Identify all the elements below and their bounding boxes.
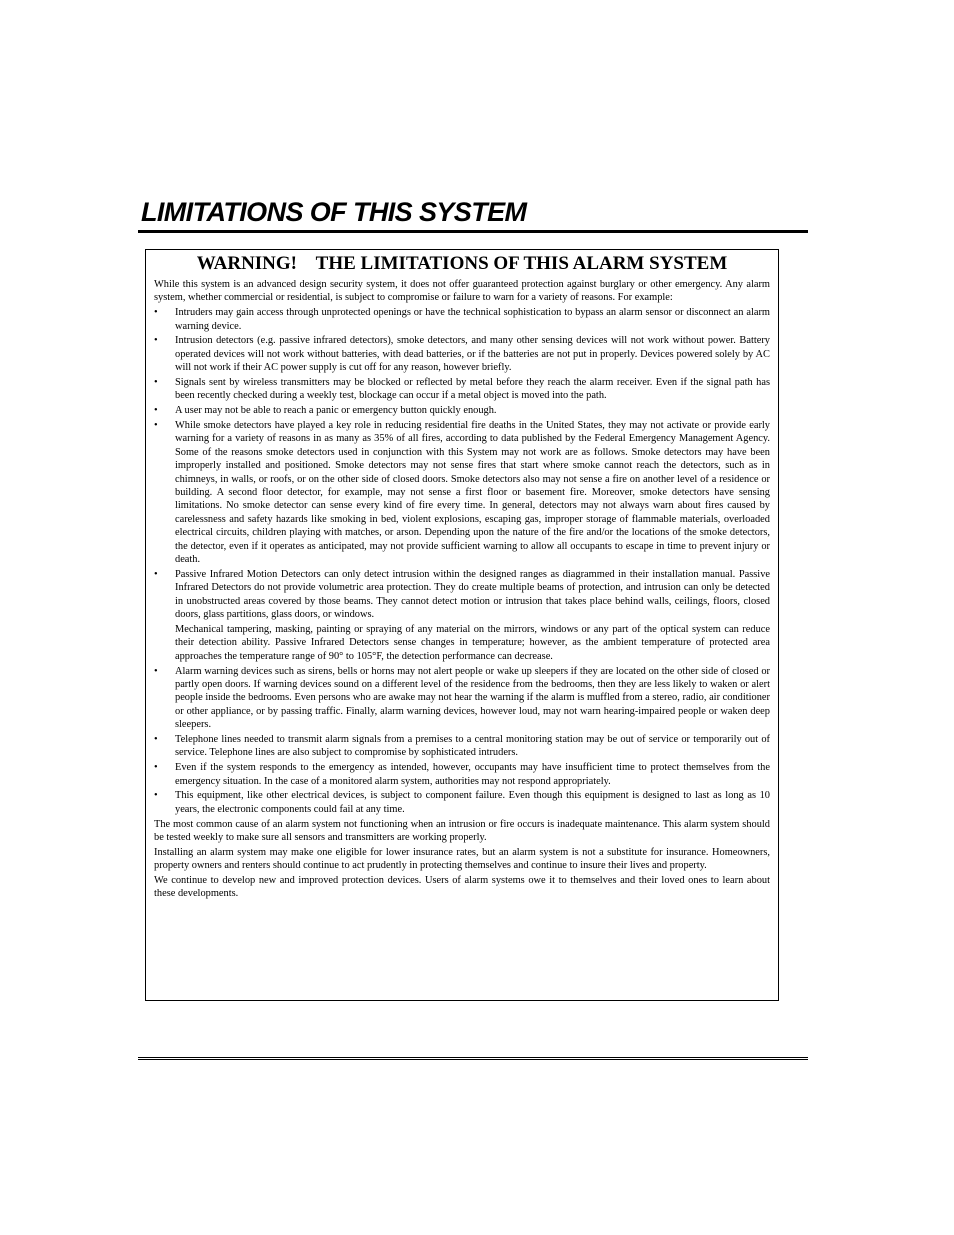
list-item-pir (154, 568, 770, 663)
developments-paragraph: We continue to develop new and improved protection devices. Users of alarm systems owe it to themselves and their loved ones to learn about these developments. (154, 874, 770, 900)
intro-paragraph: While this system is an advanced design security system, it does not offer guaranteed protection against burglary or other emergency. Any alarm system, whether commercial or residential, is subject to compromise or failure to warn for a variety of reasons. For example: (154, 279, 770, 304)
pir-mechanical-paragraph: Mechanical tampering, masking, painting or spraying of any material on the mirrors, windows or any part of the optical system can reduce their detection ability. Passive Infrared Detectors sense changes in temperature; however, as the ambient temperature of protected area approaches the temperature range of 90° to 105°F, the detection performance can decrease. (175, 623, 770, 662)
title-underline (138, 230, 808, 233)
list-item: • Even if the system responds to the emergency as intended, however, occupants may have insufficient time to protect themselves from the emergency situation. In the case of a monitored alarm system, authorities may not respond appropriately. (154, 761, 770, 788)
footer-rule (138, 1057, 808, 1060)
insurance-paragraph: Installing an alarm system may make one eligible for lower insurance rates, but an alarm system is not a substitute for insurance. Homeowners, property owners and renters should continue to act prudently in protecting themselves and continue to insure their lives and property. (154, 846, 770, 872)
pir-paragraph: Passive Infrared Motion Detectors can only detect intrusion within the designed ranges as diagrammed in their installation manual. Passive Infrared Detectors do not provide volumetric area protection. They do create multiple beams of protection, and intrusion can only be detected in unobstructed areas covered by those beams. They cannot detect motion or intrusion that takes place behind walls, ceilings, floors, closed doors, glass partitions, glass doors, or windows. (175, 568, 770, 621)
list-item: • Intruders may gain access through unprotected openings or have the technical sophistication to bypass an alarm sensor or disconnect an alarm warning device. (154, 306, 770, 333)
maintenance-paragraph: The most common cause of an alarm system not functioning when an intrusion or fire occurs is inadequate maintenance. This alarm system should be tested weekly to make sure all sensors and transmitters are working properly. (154, 818, 770, 843)
list-item: • A user may not be able to reach a panic or emergency button quickly enough. (154, 404, 770, 417)
list-item: • Alarm warning devices such as sirens, bells or horns may not alert people or wake up sleepers if they are located on the other side of closed or partly open doors. If warning devices sound on a different level of the residence from the bedrooms, then they are less likely to waken or alert people inside the bedrooms. Even persons who are awake may not hear the warning if the alarm is muffled from a stereo, radio, air conditioner or other appliance, or by passing traffic. Finally, alarm warning devices, however loud, may not warn hearing-impaired people or waken deep sleepers. (154, 665, 770, 732)
warning-box (145, 249, 779, 1001)
list-item: • Telephone lines needed to transmit alarm signals from a premises to a central monitoring station may be out of service or temporarily out of service. Telephone lines are also subject to compromise by sophisticated intruders. (154, 733, 770, 760)
list-item: • While smoke detectors have played a key role in reducing residential fire deaths in the United States, they may not activate or provide early warning for a variety of reasons in as many as 35% of all fires, according to data published by the Federal Emergency Management Agency. Some of the reasons smoke detectors used in conjunction with this System may not work are as follows. Smoke detectors may have been improperly installed and positioned. Smoke detectors may not sense fires that start where smoke cannot reach the detectors, such as in chimneys, in walls, or roofs, or on the other side of closed doors. Smoke detectors also may not sense a fire on another level of a residence or building. A second floor detector, for example, may not sense a first floor or basement fire. Moreover, smoke detectors have sensing limitations. No smoke detector can sense every kind of fire every time. In general, detectors may not always warn about fires caused by carelessness and safety hazards like smoking in bed, violent explosions, escaping gas, improper storage of flammable materials, overloaded electrical circuits, children playing with matches, or arson. Depending upon the nature of the fire and/or the locations of the smoke detectors, the detector, even if it operates as anticipated, may not provide sufficient warning to allow all occupants to escape in time to prevent injury or death. (154, 419, 770, 566)
warning-heading: WARNING! THE LIMITATIONS OF THIS ALARM SYSTEM (196, 253, 728, 274)
list-item: • This equipment, like other electrical devices, is subject to component failure. Even though this equipment is designed to last as long as 10 years, the electronic components could fail at any time. (154, 789, 770, 816)
limitations-list (154, 306, 770, 816)
page-title: LIMITATIONS OF THIS SYSTEM (141, 197, 527, 227)
list-item: • Intrusion detectors (e.g. passive infrared detectors), smoke detectors, and many other sensing devices will not work without power. Battery operated devices will not work without batteries, with dead batteries, or if the batteries are not put in properly. Devices powered solely by AC will not work if their AC power supply is cut off for any reason, however briefly. (154, 334, 770, 374)
list-item: • Signals sent by wireless transmitters may be blocked or reflected by metal before they reach the alarm receiver. Even if the signal path has been recently checked during a weekly test, blockage can occur if a metal object is moved into the path. (154, 376, 770, 403)
